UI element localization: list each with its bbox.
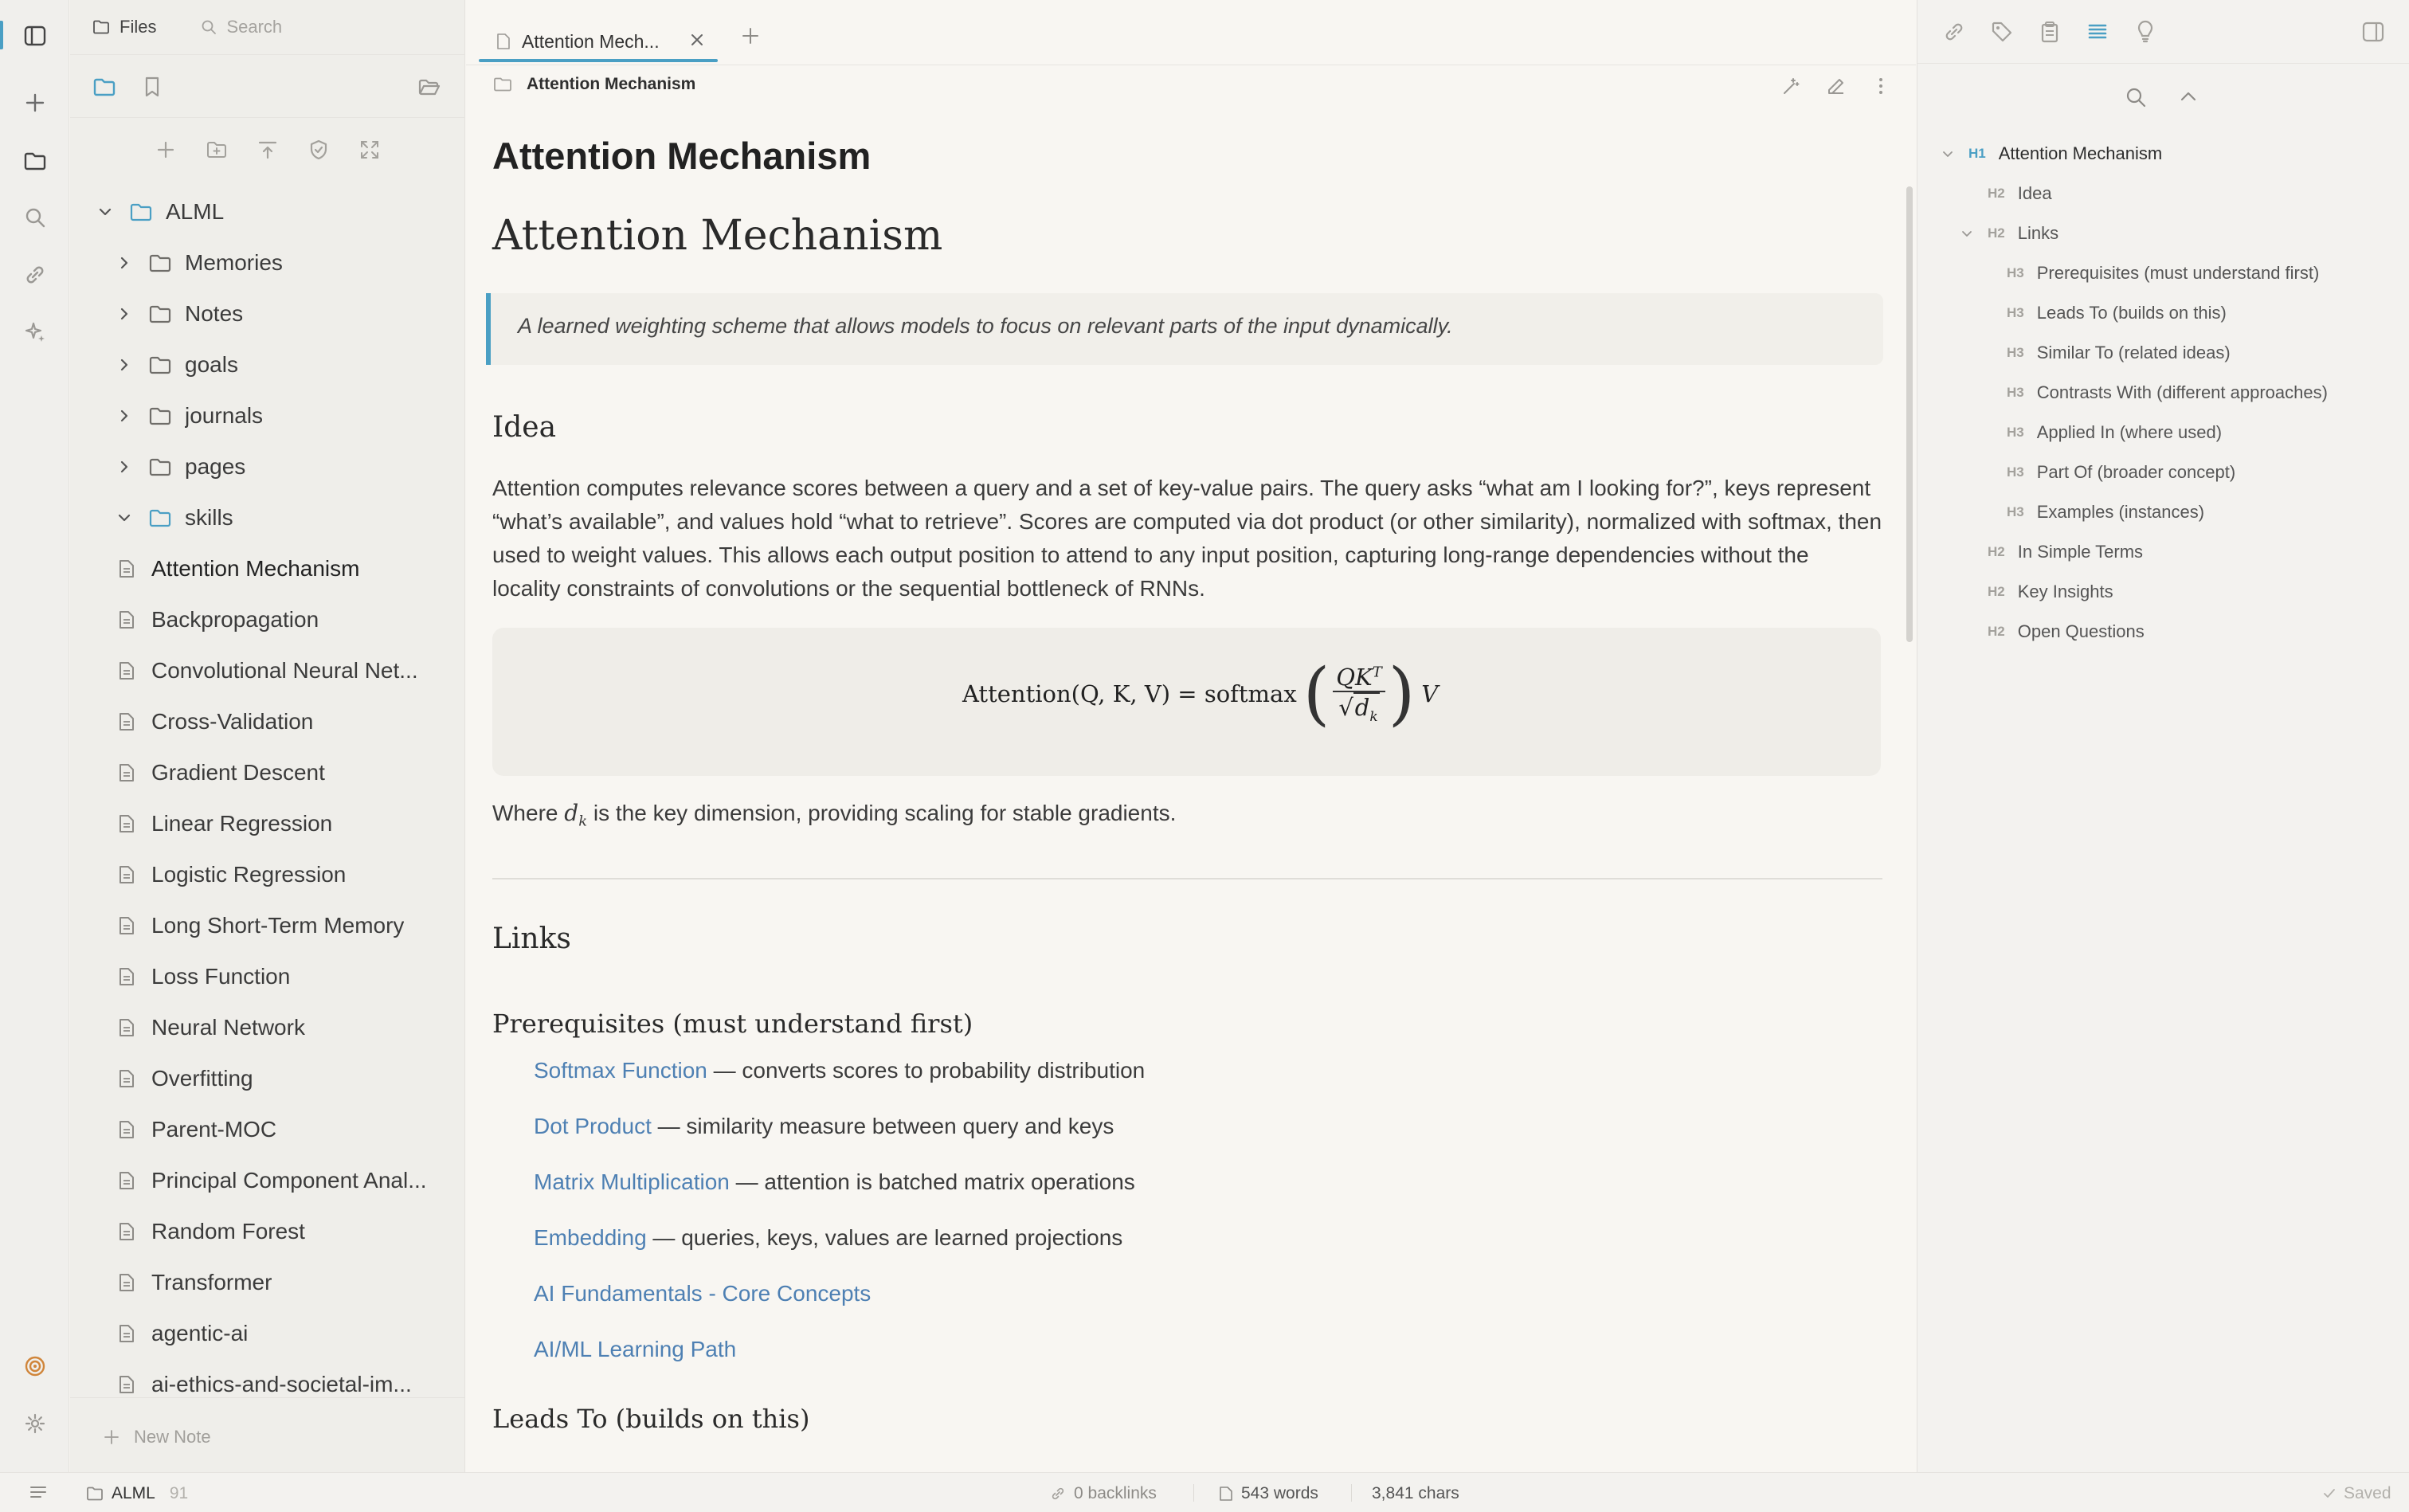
file-row[interactable]: [70, 1158, 452, 1203]
backlinks-link-icon[interactable]: [1938, 16, 1970, 48]
file-icon: [118, 1221, 135, 1242]
heading-level-badge: H2: [1988, 624, 2005, 639]
tags-icon[interactable]: [1986, 16, 2018, 48]
vault-note-count: 91: [169, 1484, 189, 1502]
transpose-superscript: T: [1372, 663, 1382, 680]
outline-item[interactable]: [1988, 174, 2052, 213]
tree-item-label: Linear Regression: [151, 811, 333, 836]
heading-level-badge: H3: [2007, 265, 2024, 280]
file-icon: [118, 1272, 135, 1293]
tree-item-label: Principal Component Anal...: [151, 1168, 427, 1193]
heading-idea: Idea: [492, 411, 557, 444]
file-icon: [118, 609, 135, 630]
files-label: Files: [119, 17, 157, 37]
file-icon: [118, 711, 135, 732]
file-row[interactable]: [70, 903, 452, 948]
folder-row[interactable]: [70, 292, 452, 336]
file-icon: [118, 915, 135, 936]
chevron-down-icon[interactable]: [1960, 227, 1973, 240]
edit-pencil-icon[interactable]: [1823, 73, 1849, 99]
outline-item[interactable]: [1968, 134, 2162, 174]
outline-list-icon[interactable]: [2082, 16, 2113, 48]
heading-level-badge: H2: [1988, 544, 2005, 559]
tree-item-label: Random Forest: [151, 1219, 305, 1244]
file-row[interactable]: [70, 1107, 452, 1152]
tab-files-folder-icon[interactable]: [88, 71, 120, 103]
toggle-sidebar-icon[interactable]: [17, 18, 53, 54]
plus-icon: [104, 1429, 119, 1445]
outline-item[interactable]: [2007, 373, 2328, 413]
folder-icon: [148, 304, 172, 324]
file-icon: [118, 813, 135, 834]
tree-item-label: Attention Mechanism: [151, 556, 360, 581]
tree-item-label: Cross-Validation: [151, 709, 314, 734]
note-title[interactable]: Attention Mechanism: [492, 135, 872, 177]
denominator: d: [1354, 693, 1370, 721]
backlinks-count[interactable]: [1050, 1484, 1157, 1503]
ribbon-active-indicator: [0, 21, 3, 49]
file-row[interactable]: [70, 750, 452, 795]
outline-item-text: Part Of (broader concept): [2036, 462, 2236, 482]
heading-level-badge: H2: [1988, 186, 2005, 201]
more-options-icon[interactable]: [1868, 73, 1894, 99]
fraction: $QK^T$ $√d_k$: [1333, 664, 1385, 725]
collapse-chevron-up-icon[interactable]: [2172, 81, 2204, 113]
where-sentence: [492, 800, 1176, 830]
files-folder-icon[interactable]: [17, 143, 53, 179]
internal-link[interactable]: AI/ML Learning Path: [534, 1337, 737, 1361]
properties-clipboard-icon[interactable]: [2034, 16, 2066, 48]
new-note-button[interactable]: [104, 1427, 211, 1447]
outline-item[interactable]: [2007, 293, 2227, 333]
horizontal-rule: [492, 878, 1882, 879]
sidebar-actions: [70, 134, 465, 169]
right-panel-tabs: [1917, 0, 2409, 64]
where-sub: k: [578, 813, 588, 830]
file-icon: [118, 1374, 135, 1395]
file-icon: [118, 762, 135, 783]
outline-item-text: Prerequisites (must understand first): [2036, 263, 2320, 283]
tree-item-label: ai-ethics-and-societal-im...: [151, 1372, 412, 1396]
heading-level-badge: H3: [2007, 425, 2024, 440]
vault-name: ALML: [112, 1484, 155, 1502]
outline-item-text: Open Questions: [2017, 621, 2145, 641]
heading-level-badge: H2: [1988, 225, 2005, 241]
chevron-right-icon[interactable]: [115, 355, 134, 374]
chevron-down-icon[interactable]: [115, 508, 134, 527]
file-icon: [118, 1170, 135, 1191]
file-row[interactable]: [70, 852, 452, 897]
heading-level-badge: H2: [1988, 584, 2005, 599]
heading-level-badge: H1: [1968, 146, 1986, 161]
tree-item-label: Convolutional Neural Net...: [151, 658, 418, 683]
close-tab-icon[interactable]: [689, 32, 705, 48]
outline-item[interactable]: [2007, 492, 2204, 532]
folder-icon: [92, 18, 110, 36]
tree-item-label: Memories: [185, 250, 283, 275]
outline-item-text: Examples (instances): [2036, 502, 2205, 522]
prereq-description: — attention is batched matrix operations: [729, 1169, 1135, 1194]
status-menu-icon[interactable]: [29, 1483, 48, 1502]
prereq-list-item: [534, 1058, 1145, 1083]
idea-paragraph: Attention computes relevance scores between a query and a set of key-value pairs. The query asks “what am I looking for?”, keys represent “what’s available”, and values hold “what to retrieve”. Scores are computed via dot product (or other similarity), normalized with softmax, then used to weight values. This allows each output position to attend to any input position, capturing long-range dependencies without the locality constraints of convolutions or the sequential bottleneck of RNNs.: [492, 476, 1882, 601]
folder-icon: [148, 354, 172, 375]
file-row[interactable]: [70, 546, 452, 591]
save-status: [2323, 1484, 2391, 1503]
formula-lhs: Attention(Q, K, V) = softmax: [962, 680, 1297, 707]
search-icon[interactable]: [17, 199, 53, 236]
file-row[interactable]: [70, 648, 452, 693]
prereq-list-item: [534, 1169, 1135, 1195]
outline-item[interactable]: [2007, 452, 2235, 492]
outline-item-text: Key Insights: [2017, 582, 2113, 601]
outline-item[interactable]: [1988, 572, 2113, 612]
lightbulb-icon[interactable]: [2129, 16, 2161, 48]
file-row[interactable]: [70, 699, 452, 744]
status-divider: [1351, 1484, 1352, 1502]
heading-1: Attention Mechanism: [492, 212, 943, 260]
folder-icon: [148, 253, 172, 273]
folder-icon: [148, 507, 172, 528]
outline-item[interactable]: [2007, 253, 2319, 293]
breadcrumb-folder-icon[interactable]: [493, 76, 512, 93]
search-placeholder: Search: [226, 17, 283, 37]
toggle-right-panel-icon[interactable]: [2357, 16, 2389, 48]
sidebar-header: [70, 0, 465, 54]
internal-link[interactable]: Dot Product: [534, 1114, 652, 1138]
tree-item-label: Backpropagation: [151, 607, 319, 632]
tree-item-label: journals: [185, 403, 264, 428]
folder-row[interactable]: [70, 241, 452, 285]
file-icon: [118, 660, 135, 681]
outline-item-text: Attention Mechanism: [1998, 143, 2163, 163]
sort-icon[interactable]: [252, 134, 284, 166]
tree-item-label: Notes: [185, 301, 244, 326]
new-tab-plus-icon[interactable]: [740, 25, 761, 46]
tree-item-label: Overfitting: [151, 1066, 253, 1091]
tree-item-label: Logistic Regression: [151, 862, 347, 887]
heading-level-badge: H3: [2007, 504, 2024, 519]
tree-item-label: pages: [185, 454, 246, 479]
folder-row[interactable]: [70, 394, 452, 438]
math-block: [492, 628, 1881, 776]
outline-item-text: Contrasts With (different approaches): [2036, 382, 2328, 402]
file-icon: [118, 864, 135, 885]
file-icon: [118, 1323, 135, 1344]
file-row[interactable]: [70, 801, 452, 846]
backlinks-label: 0 backlinks: [1074, 1484, 1157, 1502]
tree-item-label: agentic-ai: [151, 1321, 249, 1346]
sidebar-footer: [70, 1397, 465, 1472]
outline-item[interactable]: [1988, 532, 2143, 572]
tab-bookmark-icon[interactable]: [136, 71, 168, 103]
expand-all-icon[interactable]: [354, 134, 386, 166]
file-row[interactable]: [70, 1056, 452, 1101]
outline-item[interactable]: [2007, 333, 2231, 373]
tree-item-label: Gradient Descent: [151, 760, 325, 785]
folder-icon: [129, 202, 153, 222]
folder-row[interactable]: [70, 343, 452, 387]
link-icon: [1050, 1486, 1066, 1502]
target-icon[interactable]: [17, 1348, 53, 1385]
file-icon: [118, 1017, 135, 1038]
tree-item-label: ALML: [166, 199, 225, 224]
prereq-list-item: [534, 1225, 1122, 1251]
new-note-label: New Note: [134, 1427, 211, 1447]
chevron-down-icon[interactable]: [1941, 147, 1954, 160]
sidebar-view-tabs: [70, 54, 465, 118]
files-header[interactable]: [92, 17, 156, 37]
tree-item-label: Neural Network: [151, 1015, 305, 1040]
tree-item-label: Parent-MOC: [151, 1117, 277, 1142]
where-var: d: [564, 800, 579, 826]
file-sidebar: [70, 0, 465, 1472]
file-row[interactable]: [70, 1209, 452, 1254]
search-icon: [201, 19, 217, 35]
numerator: QK: [1336, 663, 1373, 691]
heading-level-badge: H3: [2007, 385, 2024, 400]
tab-attention-mechanism[interactable]: [479, 21, 718, 62]
status-bar: [0, 1472, 2409, 1512]
saved-label: Saved: [2344, 1484, 2391, 1502]
file-row[interactable]: [70, 1005, 452, 1050]
outline-item[interactable]: [1988, 213, 2058, 253]
active-tab-underline: [479, 59, 718, 62]
outline-item-text: In Simple Terms: [2017, 542, 2144, 562]
graph-link-icon[interactable]: [17, 257, 53, 293]
heading-level-badge: H3: [2007, 305, 2024, 320]
heading-prerequisites: Prerequisites (must understand first): [492, 1009, 973, 1039]
tree-item-label: skills: [185, 505, 233, 530]
folder-icon: [148, 456, 172, 477]
editor-scrollbar[interactable]: [1906, 186, 1913, 642]
breadcrumb-title[interactable]: Attention Mechanism: [527, 75, 696, 93]
attention-formula: [962, 654, 1439, 734]
folder-row[interactable]: [70, 190, 452, 234]
chevron-right-icon[interactable]: [115, 304, 134, 323]
file-row[interactable]: [70, 1311, 452, 1356]
internal-link[interactable]: Matrix Multiplication: [534, 1169, 730, 1194]
outline-item-text: Applied In (where used): [2036, 422, 2223, 442]
outline-item[interactable]: [1988, 612, 2145, 652]
breadcrumb: [466, 65, 1916, 107]
file-row[interactable]: [70, 1260, 452, 1305]
heading-level-badge: H3: [2007, 345, 2024, 360]
file-row[interactable]: [70, 597, 452, 642]
heading-leads-to: Leads To (builds on this): [492, 1404, 810, 1434]
prereq-description: — similarity measure between query and keys: [651, 1114, 1114, 1138]
summary-blockquote: A learned weighting scheme that allows models to focus on relevant parts of the input dynamically.: [486, 293, 1883, 365]
chevron-right-icon[interactable]: [115, 457, 134, 476]
heading-links: Links: [492, 922, 571, 955]
outline-item[interactable]: [2007, 413, 2222, 452]
char-count: 3,841 chars: [1372, 1484, 1459, 1502]
document-icon: [1219, 1486, 1233, 1502]
outline-item-text: Idea: [2017, 183, 2052, 203]
tree-item-label: Transformer: [151, 1270, 272, 1295]
outline-search-icon[interactable]: [2120, 81, 2152, 113]
checkmark-icon: [2323, 1487, 2336, 1500]
right-paren: ): [1388, 654, 1416, 734]
formula-tail: V: [1421, 680, 1439, 707]
tree-item-label: Long Short-Term Memory: [151, 913, 405, 938]
prereq-description: — queries, keys, values are learned projections: [646, 1225, 1123, 1250]
prereq-list-item: [534, 1337, 736, 1362]
file-icon: [118, 966, 135, 987]
editor-pane: [466, 0, 1916, 1472]
tree-item-label: goals: [185, 352, 238, 377]
tab-bar: [466, 0, 1916, 65]
internal-link[interactable]: Embedding: [534, 1225, 647, 1250]
chevron-right-icon[interactable]: [115, 253, 134, 272]
folder-icon: [148, 405, 172, 426]
word-count-label: 543 words: [1241, 1484, 1318, 1502]
status-divider: [1193, 1484, 1194, 1502]
outline-item-text: Leads To (builds on this): [2036, 303, 2227, 323]
vault-folder-icon: [86, 1486, 104, 1502]
internal-link[interactable]: Softmax Function: [534, 1058, 707, 1083]
outline-item-text: Similar To (related ideas): [2036, 343, 2231, 362]
outline-item-text: Links: [2017, 223, 2059, 243]
tab-title: Attention Mech...: [522, 30, 660, 52]
shield-icon[interactable]: [303, 134, 335, 166]
prereq-description: — converts scores to probability distribution: [707, 1058, 1146, 1083]
prereq-list-item: [534, 1281, 871, 1306]
file-icon: [118, 558, 135, 579]
internal-link[interactable]: AI Fundamentals - Core Concepts: [534, 1281, 872, 1306]
open-folder-icon[interactable]: [413, 71, 445, 103]
ribbon: [0, 0, 69, 1472]
tree-item-label: Loss Function: [151, 964, 291, 989]
file-icon: [496, 33, 511, 50]
denominator-subscript: k: [1369, 708, 1378, 725]
file-icon: [118, 1119, 135, 1140]
ai-sparkle-icon[interactable]: [17, 314, 53, 351]
chevron-down-icon[interactable]: [96, 202, 115, 221]
new-note-plus-icon[interactable]: [17, 84, 53, 121]
file-icon: [118, 1068, 135, 1089]
magic-wand-icon[interactable]: [1779, 73, 1804, 99]
file-row[interactable]: [70, 954, 452, 999]
folder-row[interactable]: [70, 445, 452, 489]
new-file-plus-icon[interactable]: [150, 134, 182, 166]
settings-gear-icon[interactable]: [17, 1405, 53, 1442]
where-suffix: is the key dimension, providing scaling for stable gradients.: [587, 801, 1177, 825]
heading-level-badge: H3: [2007, 464, 2024, 480]
new-folder-icon[interactable]: [201, 134, 233, 166]
left-paren: (: [1302, 654, 1330, 734]
word-count: [1219, 1484, 1318, 1503]
chevron-right-icon[interactable]: [115, 406, 134, 425]
where-prefix: Where: [492, 801, 565, 825]
vault-indicator[interactable]: [86, 1484, 188, 1503]
right-panel: [1917, 0, 2409, 1472]
folder-row[interactable]: [70, 496, 452, 540]
prereq-list-item: [534, 1114, 1114, 1139]
sidebar-search[interactable]: [201, 17, 282, 37]
